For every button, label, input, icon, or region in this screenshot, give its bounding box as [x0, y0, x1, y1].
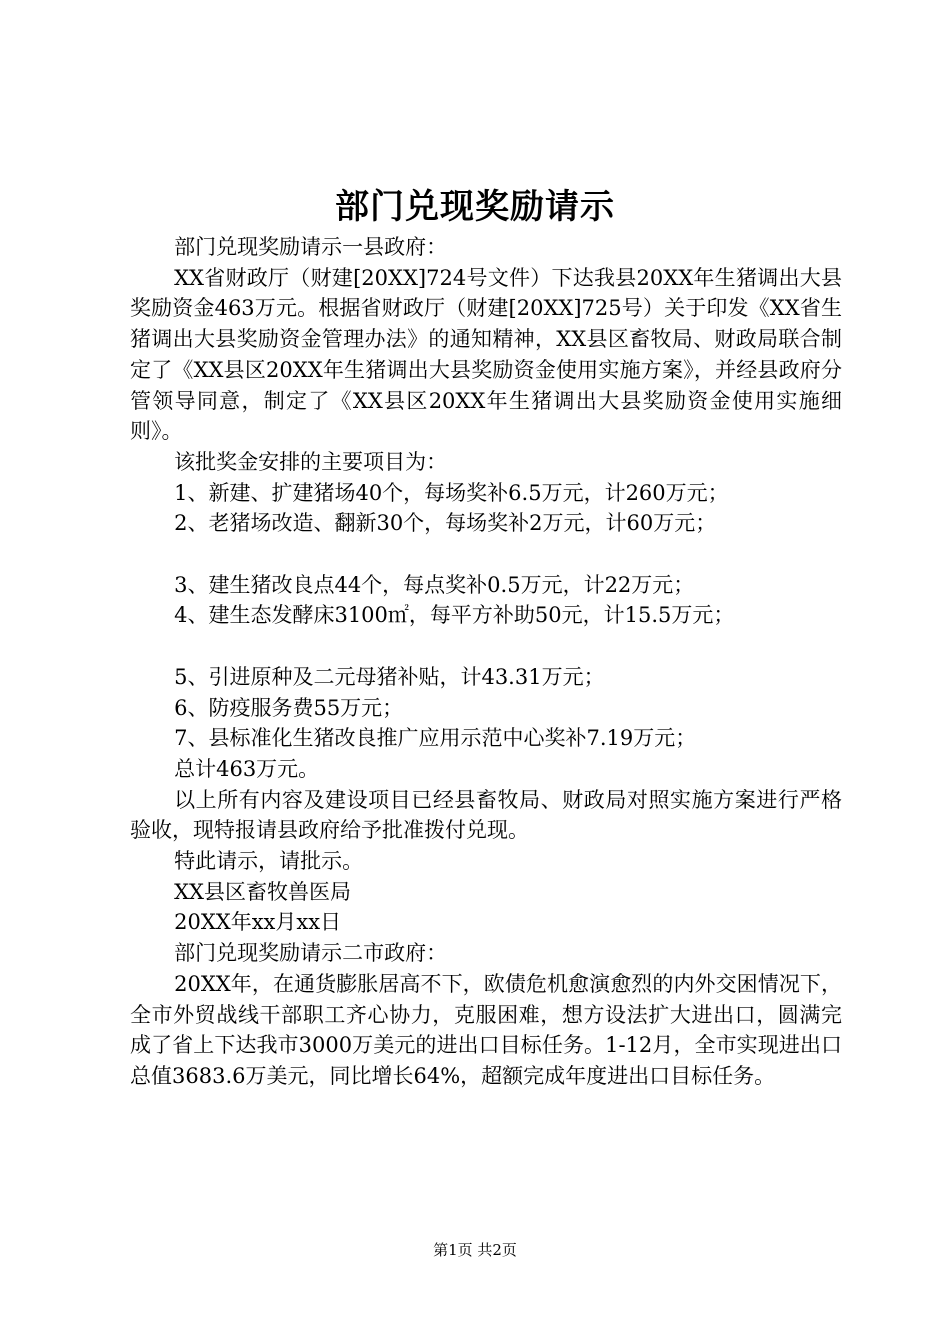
signature-date: 20XX年xx月xx日 [174, 910, 342, 935]
list-item-6: 6、防疫服务费55万元； [174, 695, 404, 720]
list-item-2: 2、老猪场改造、翻新30个，每场奖补2万元，计60万元； [174, 511, 717, 536]
document-body [130, 232, 842, 1092]
paragraph-salutation-1: 部门兑现奖励请示一县政府： [174, 235, 448, 259]
signature-organization: XX县区畜牧兽医局 [174, 879, 351, 904]
paragraph-request: 以上所有内容及建设项目已经县畜牧局、财政局对照实施方案进行严格验收，现特报请县政府给予批准拨付兑现。 [130, 787, 842, 843]
list-item-4: 4、建生态发酵床3100㎡，每平方补助50元，计15.5万元； [174, 603, 735, 628]
paragraph-trade-report: 20XX年，在通货膨胀居高不下，欧债危机愈演愈烈的内外交困情况下，全市外贸战线干部职工齐心协力，克服困难，想方设法扩大进出口，圆满完成了省上下达我市3000万美元的进出口目标任务。1-12月，全市实现进出口总值3683.6万美元，同比增长64%，超额完成年度进出口目标任务。 [130, 971, 842, 1088]
paragraph-salutation-2: 部门兑现奖励请示二市政府： [174, 941, 448, 966]
document-title: 部门兑现奖励请示 [335, 187, 615, 227]
list-item-7: 7、县标准化生猪改良推广应用示范中心奖补7.19万元； [174, 726, 697, 751]
page-footer: 第1页 共2页 [433, 1241, 517, 1259]
paragraph-projects-intro: 该批奖金安排的主要项目为： [174, 449, 448, 474]
paragraph-total: 总计463万元。 [174, 756, 320, 781]
paragraph-closing: 特此请示，请批示。 [174, 849, 364, 874]
list-item-3: 3、建生猪改良点44个，每点奖补0.5万元，计22万元； [174, 572, 695, 597]
paragraph-background: XX省财政厅（财建[20XX]724号文件）下达我县20XX年生猪调出大县奖励资金463万元。根据省财政厅（财建[20XX]725号）关于印发《XX省生猪调出大县奖励资金管理办法》的通知精神，XX县区畜牧局、财政局联合制定了《XX县区20XX年生猪调出大县奖励资金使用实施方案》，并经县政府分管领导同意，制定了《XX县区20XX年生猪调出大县奖励资金使用实施细则》。 [130, 265, 842, 444]
list-item-1: 1、新建、扩建猪场40个，每场奖补6.5万元，计260万元； [174, 480, 729, 505]
list-item-5: 5、引进原种及二元母猪补贴，计43.31万元； [174, 664, 605, 689]
